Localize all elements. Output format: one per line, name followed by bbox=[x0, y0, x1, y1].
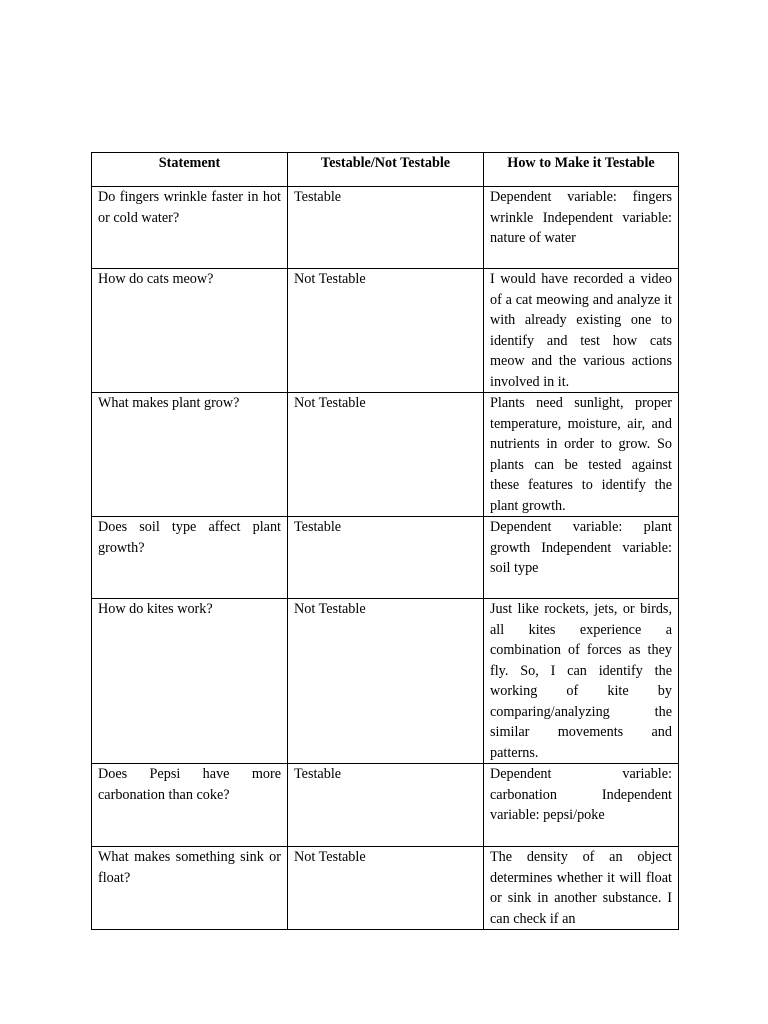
statement-cell: What makes something sink or float? bbox=[92, 847, 288, 930]
how-cell: Just like rockets, jets, or birds, all kites experience a combination of forces as they fly. So, I can identify the working of kite by comparing/analyzing the similar movements and patterns. bbox=[484, 599, 679, 764]
how-cell: The density of an object determines whether it will float or sink in another substance. I can check if an bbox=[484, 847, 679, 930]
table-row bbox=[92, 393, 679, 517]
statement-cell: How do cats meow? bbox=[92, 269, 288, 393]
statement-cell: What makes plant grow? bbox=[92, 393, 288, 517]
testable-cell: Not Testable bbox=[288, 599, 484, 764]
statement-cell: How do kites work? bbox=[92, 599, 288, 764]
header-statement: Statement bbox=[92, 153, 288, 187]
table-row bbox=[92, 187, 679, 269]
how-cell: Dependent variable: carbonation Independent variable: pepsi/poke bbox=[484, 764, 679, 847]
testable-cell: Not Testable bbox=[288, 847, 484, 930]
testable-cell: Not Testable bbox=[288, 269, 484, 393]
header-testable: Testable/Not Testable bbox=[288, 153, 484, 187]
how-cell: Dependent variable: plant growth Independent variable: soil type bbox=[484, 517, 679, 599]
how-cell: I would have recorded a video of a cat meowing and analyze it with already existing one to identify and test how cats meow and the various actions involved in it. bbox=[484, 269, 679, 393]
table-header-row bbox=[92, 153, 679, 187]
testable-cell: Testable bbox=[288, 517, 484, 599]
testable-cell: Not Testable bbox=[288, 393, 484, 517]
table-row bbox=[92, 764, 679, 847]
table-row bbox=[92, 599, 679, 764]
table-row bbox=[92, 269, 679, 393]
testable-cell: Testable bbox=[288, 764, 484, 847]
table-row bbox=[92, 517, 679, 599]
header-how-to-make-testable: How to Make it Testable bbox=[484, 153, 679, 187]
statement-cell: Does Pepsi have more carbonation than coke? bbox=[92, 764, 288, 847]
how-cell: Dependent variable: fingers wrinkle Independent variable: nature of water bbox=[484, 187, 679, 269]
statement-cell: Do fingers wrinkle faster in hot or cold water? bbox=[92, 187, 288, 269]
table-row bbox=[92, 847, 679, 930]
how-cell: Plants need sunlight, proper temperature, moisture, air, and nutrients in order to grow. So plants can be tested against these features to identify the plant growth. bbox=[484, 393, 679, 517]
testability-table bbox=[91, 152, 679, 930]
statement-cell: Does soil type affect plant growth? bbox=[92, 517, 288, 599]
testable-cell: Testable bbox=[288, 187, 484, 269]
